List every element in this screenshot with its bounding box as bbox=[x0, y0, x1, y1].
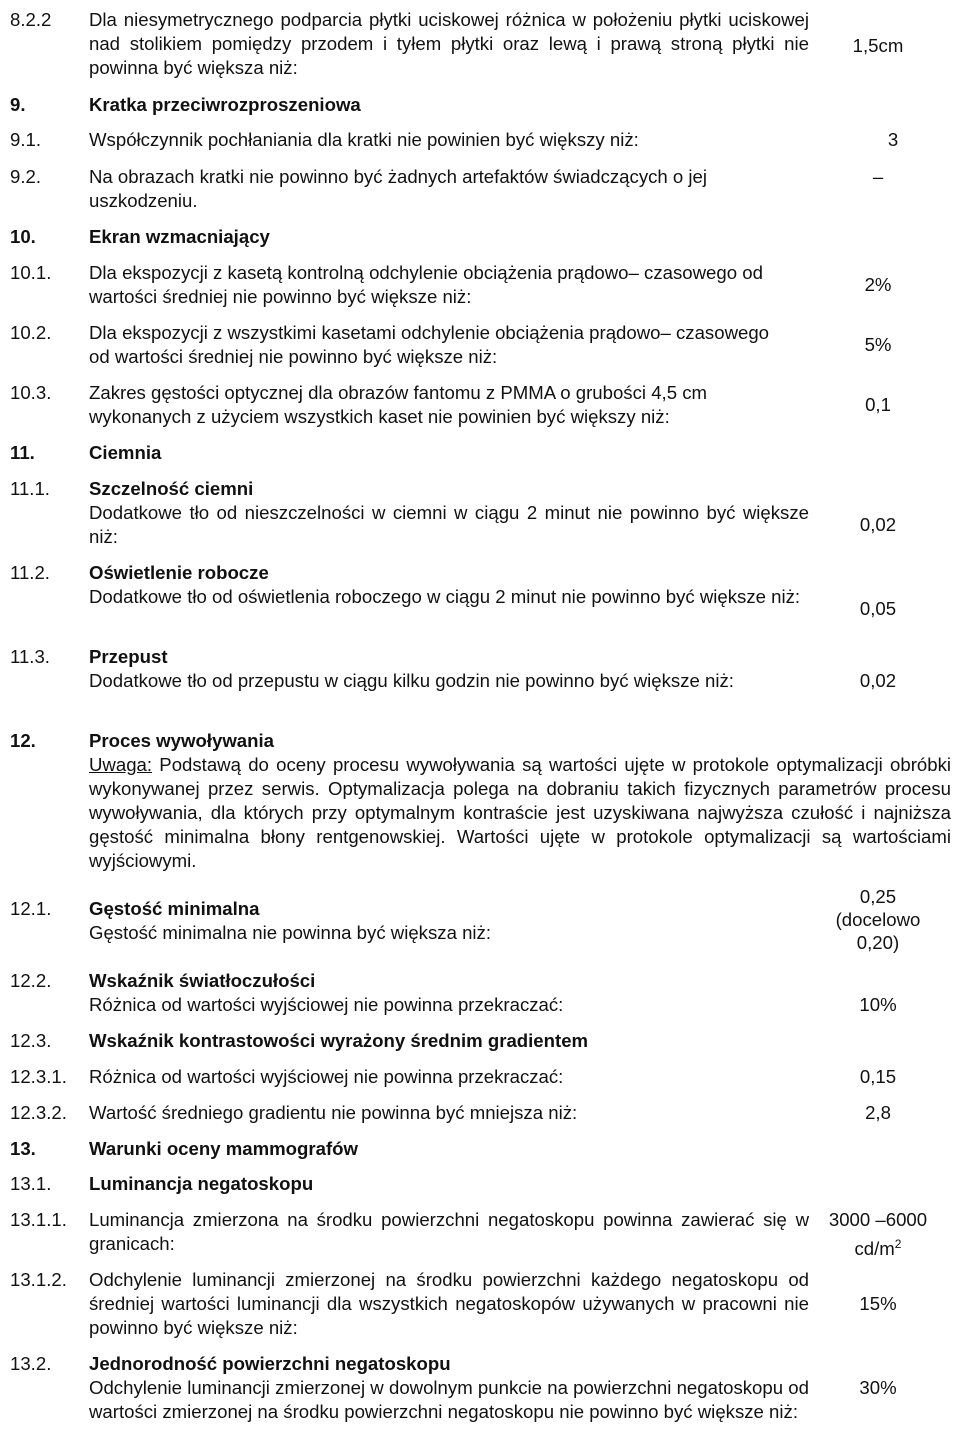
item-value: 2% bbox=[864, 274, 892, 295]
value-unit-exponent: 2 bbox=[894, 1237, 902, 1251]
item-number: 12.3.2. bbox=[10, 1102, 67, 1123]
item-value: – bbox=[872, 166, 884, 187]
item-title: Jednorodność powierzchni negatoskopu bbox=[89, 1353, 451, 1374]
item-text: Odchylenie luminancji zmierzonej w dowolnym punkcie na powierzchni negatoskopu od wartości zmierzonej na środku powierzchni negatoskopu nie powinno być większe niż: bbox=[89, 1377, 809, 1422]
item-text: Na obrazach kratki nie powinno być żadnych artefaktów świadczących o jej uszkodzeniu. bbox=[89, 166, 708, 211]
item-number: 13.1.1. bbox=[10, 1209, 67, 1230]
value-unit: cd/m bbox=[854, 1238, 895, 1260]
item-number: 9.2. bbox=[10, 166, 42, 187]
item-block bbox=[89, 561, 809, 609]
item-value: 0,1 bbox=[865, 394, 891, 415]
item-title: Wskaźnik światłoczułości bbox=[89, 970, 316, 991]
item-text: Dla ekspozycji z kasetą kontrolną odchylenie obciążenia prądowo– czasowego od wartości średniej nie powinno być większe niż: bbox=[89, 262, 763, 307]
item-text: Dodatkowe tło od przepustu w ciągu kilku godzin nie powinno być większe niż: bbox=[89, 670, 734, 691]
item-text: Dodatkowe tło od nieszczelności w ciemni w ciągu 2 minut nie powinno być większe niż: bbox=[89, 502, 809, 547]
item-text: Dodatkowe tło od oświetlenia roboczego w ciągu 2 minut nie powinno być większe niż: bbox=[89, 586, 801, 607]
item-value: 0,15 bbox=[859, 1066, 897, 1087]
item-title: Szczelność ciemni bbox=[89, 478, 254, 499]
item-value: 1,5cm bbox=[852, 35, 904, 56]
section-number: 12. bbox=[10, 730, 36, 751]
item-text: Dla ekspozycji z wszystkimi kasetami odchylenie obciążenia prądowo– czasowego od wartości średniej nie powinno być większe niż: bbox=[89, 322, 770, 367]
item-text: Różnica od wartości wyjściowej nie powinna przekraczać: bbox=[89, 1066, 564, 1087]
item-title: Przepust bbox=[89, 646, 168, 667]
item-value: 2,8 bbox=[865, 1102, 891, 1123]
item-number: 10.1. bbox=[10, 262, 52, 283]
item-title: Wskaźnik kontrastowości wyrażony średnim gradientem bbox=[89, 1030, 589, 1051]
section-number: 13. bbox=[10, 1138, 36, 1159]
section-number: 9. bbox=[10, 94, 26, 115]
section-block bbox=[89, 729, 951, 873]
item-value bbox=[808, 885, 948, 954]
item-value: 0,02 bbox=[859, 670, 897, 691]
item-text: Dla niesymetrycznego podparcia płytki uciskowej różnica w położeniu płytki uciskowej nad stolikiem pomiędzy przodem i tyłem płytki oraz lewą i prawą stroną płytki nie powinna być większa niż: bbox=[89, 9, 809, 78]
value-line: 0,25 bbox=[859, 886, 897, 907]
note-paragraph bbox=[89, 753, 951, 873]
item-number: 12.3. bbox=[10, 1030, 52, 1051]
item-block bbox=[89, 969, 809, 1017]
item-value: 30% bbox=[859, 1377, 897, 1398]
item-text: Zakres gęstości optycznej dla obrazów fantomu z PMMA o grubości 4,5 cm wykonanych z użyciem wszystkich kaset nie powinien być większy niż: bbox=[89, 382, 707, 427]
item-value bbox=[808, 1208, 948, 1261]
item-number: 11.1. bbox=[10, 478, 50, 499]
value-range: 3000 –6000 bbox=[828, 1209, 928, 1230]
item-block bbox=[89, 645, 789, 693]
item-number: 11.2. bbox=[10, 562, 50, 583]
item-text: Luminancja zmierzona na środku powierzchni negatoskopu powinna zawierać się w granicach: bbox=[89, 1209, 809, 1254]
note-label: Uwaga: bbox=[89, 754, 153, 775]
item-number: 13.1. bbox=[10, 1173, 52, 1194]
section-title: Ciemnia bbox=[89, 442, 162, 463]
item-block bbox=[89, 477, 809, 549]
item-number: 12.3.1. bbox=[10, 1066, 67, 1087]
item-title: Luminancja negatoskopu bbox=[89, 1173, 314, 1194]
section-number: 11. bbox=[10, 442, 35, 463]
section-title: Ekran wzmacniający bbox=[89, 226, 270, 247]
item-number: 13.1.2. bbox=[10, 1269, 67, 1290]
item-number: 11.3. bbox=[10, 646, 50, 667]
section-title: Warunki oceny mammografów bbox=[89, 1138, 358, 1159]
item-value: 0,05 bbox=[859, 598, 897, 619]
item-block bbox=[89, 1352, 809, 1424]
item-text: Różnica od wartości wyjściowej nie powinna przekraczać: bbox=[89, 994, 564, 1015]
note-text: Podstawą do oceny procesu wywoływania są wartości ujęte w protokole optymalizacji obróbki wykonywanej przez serwis. Optymalizacja polega na dobraniu takich fizycznych parametrów procesu wywoływania, dla których przy optymalnym kontraście jest uzyskiwana najwyższa czułość i najniższa gęstość minimalna błony rentgenowskiej. Wartości ujęte w protokole optymalizacji są wartościami wyjściowymi. bbox=[89, 754, 952, 871]
item-number: 13.2. bbox=[10, 1353, 52, 1374]
item-title: Gęstość minimalna bbox=[89, 898, 260, 919]
item-value: 3 bbox=[887, 129, 899, 150]
item-value: 5% bbox=[864, 334, 892, 355]
value-line: 0,20) bbox=[856, 932, 900, 953]
value-unit-line bbox=[808, 1232, 948, 1261]
item-number: 12.1. bbox=[10, 898, 52, 919]
item-text: Gęstość minimalna nie powinna być większa niż: bbox=[89, 922, 492, 943]
item-number: 9.1. bbox=[10, 129, 42, 150]
section-title: Proces wywoływania bbox=[89, 730, 274, 751]
item-number: 10.2. bbox=[10, 322, 52, 343]
item-title: Oświetlenie robocze bbox=[89, 562, 269, 583]
item-block bbox=[89, 897, 809, 945]
item-number: 10.3. bbox=[10, 382, 52, 403]
item-text: Współczynnik pochłaniania dla kratki nie powinien być większy niż: bbox=[89, 129, 639, 150]
item-number: 8.2.2 bbox=[10, 9, 52, 30]
item-number: 12.2. bbox=[10, 970, 52, 991]
item-value: 10% bbox=[859, 994, 897, 1015]
item-value: 0,02 bbox=[859, 514, 897, 535]
item-value: 15% bbox=[859, 1293, 897, 1314]
value-line: (docelowo bbox=[835, 909, 921, 930]
section-number: 10. bbox=[10, 226, 36, 247]
item-text: Odchylenie luminancji zmierzonej na środku powierzchni każdego negatoskopu od średniej wartości luminancji dla wszystkich negatoskopów używanych w pracowni nie powinno być większe niż: bbox=[89, 1269, 809, 1338]
section-title: Kratka przeciwrozproszeniowa bbox=[89, 94, 361, 115]
item-text: Wartość średniego gradientu nie powinna być mniejsza niż: bbox=[89, 1102, 578, 1123]
